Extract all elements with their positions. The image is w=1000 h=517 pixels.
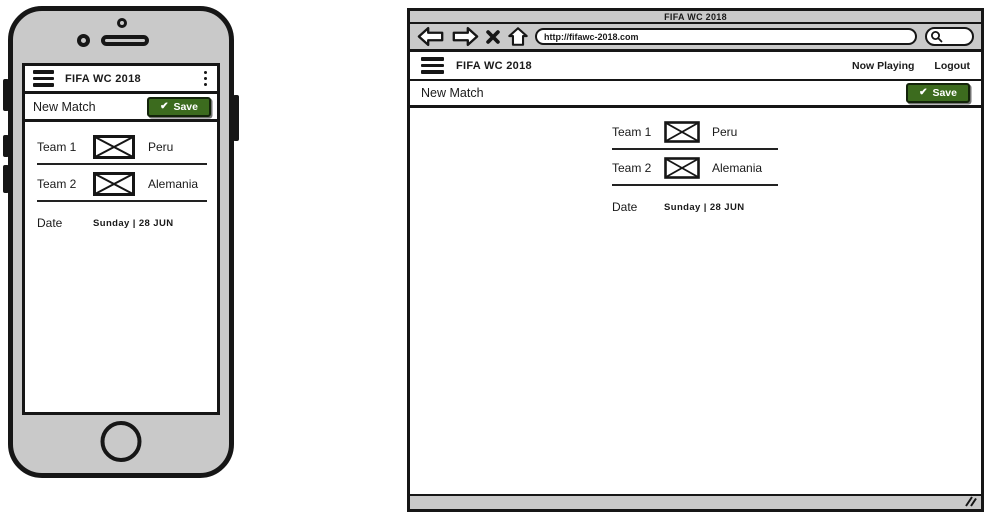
team2-label: Team 2 — [37, 176, 77, 191]
team1-row — [612, 117, 778, 147]
save-button-label: Save — [173, 100, 198, 113]
phone-home-button[interactable] — [101, 421, 142, 462]
team2-row — [37, 168, 207, 199]
team1-image-placeholder[interactable] — [93, 135, 135, 159]
phone-screen — [22, 63, 220, 415]
phone-action-bar — [25, 94, 217, 122]
browser-toolbar — [410, 24, 981, 52]
date-value: Sunday | 28 JUN — [664, 201, 745, 213]
page-title: New Match — [421, 86, 484, 100]
search-icon — [930, 30, 944, 44]
phone-camera-icon — [117, 18, 127, 28]
date-label: Date — [37, 216, 63, 230]
phone-volume-button — [3, 165, 9, 193]
team2-value: Alemania — [712, 161, 763, 175]
menu-icon[interactable] — [33, 70, 54, 87]
date-value: Sunday | 28 JUN — [93, 217, 174, 229]
divider — [612, 184, 778, 186]
app-title: FIFA WC 2018 — [65, 72, 141, 85]
browser-status-bar — [410, 494, 981, 509]
browser-action-bar — [410, 81, 981, 108]
phone-speaker-icon — [101, 35, 149, 46]
search-input[interactable] — [925, 27, 974, 46]
phone-match-form — [25, 122, 217, 241]
browser-match-form — [612, 117, 778, 225]
date-row — [37, 205, 207, 241]
home-icon[interactable] — [507, 26, 529, 47]
team2-value: Alemania — [148, 176, 199, 191]
save-button[interactable] — [906, 83, 970, 103]
phone-sensor-icon — [77, 34, 90, 47]
divider — [612, 148, 778, 150]
menu-icon[interactable] — [421, 57, 444, 74]
date-row — [612, 189, 778, 225]
browser-window — [407, 8, 984, 512]
phone-volume-button — [3, 79, 9, 111]
browser-content — [410, 108, 981, 483]
phone-volume-button — [3, 135, 9, 157]
team2-label: Team 2 — [612, 161, 652, 175]
phone-app-header — [25, 66, 217, 94]
team1-label: Team 1 — [37, 139, 77, 154]
team1-value: Peru — [148, 139, 174, 154]
phone-power-button — [233, 95, 239, 141]
team1-image-placeholder[interactable] — [664, 121, 700, 143]
logout-link[interactable]: Logout — [934, 59, 970, 72]
check-icon: ✔ — [919, 87, 928, 98]
check-icon: ✔ — [160, 100, 169, 112]
divider — [37, 163, 207, 165]
save-button[interactable] — [147, 97, 211, 117]
url-input[interactable]: http://fifawc-2018.com — [535, 28, 917, 45]
forward-icon[interactable] — [451, 26, 479, 47]
team2-row — [612, 153, 778, 183]
browser-app-header — [410, 52, 981, 81]
kebab-menu-icon[interactable] — [202, 69, 210, 89]
back-icon[interactable] — [417, 26, 445, 47]
stop-icon[interactable] — [485, 29, 501, 45]
divider — [37, 200, 207, 202]
page-title: New Match — [33, 99, 96, 114]
team1-row — [37, 131, 207, 162]
browser-titlebar: FIFA WC 2018 — [410, 11, 981, 24]
team2-image-placeholder[interactable] — [664, 157, 700, 179]
date-label: Date — [612, 200, 638, 214]
header-links — [852, 60, 970, 72]
resize-handle-icon[interactable] — [965, 496, 977, 507]
team1-value: Peru — [712, 125, 738, 139]
phone-mockup — [8, 6, 234, 478]
save-button-label: Save — [932, 87, 957, 99]
app-title: FIFA WC 2018 — [456, 59, 532, 72]
team1-label: Team 1 — [612, 125, 652, 139]
team2-image-placeholder[interactable] — [93, 172, 135, 196]
now-playing-link[interactable]: Now Playing — [851, 59, 915, 72]
